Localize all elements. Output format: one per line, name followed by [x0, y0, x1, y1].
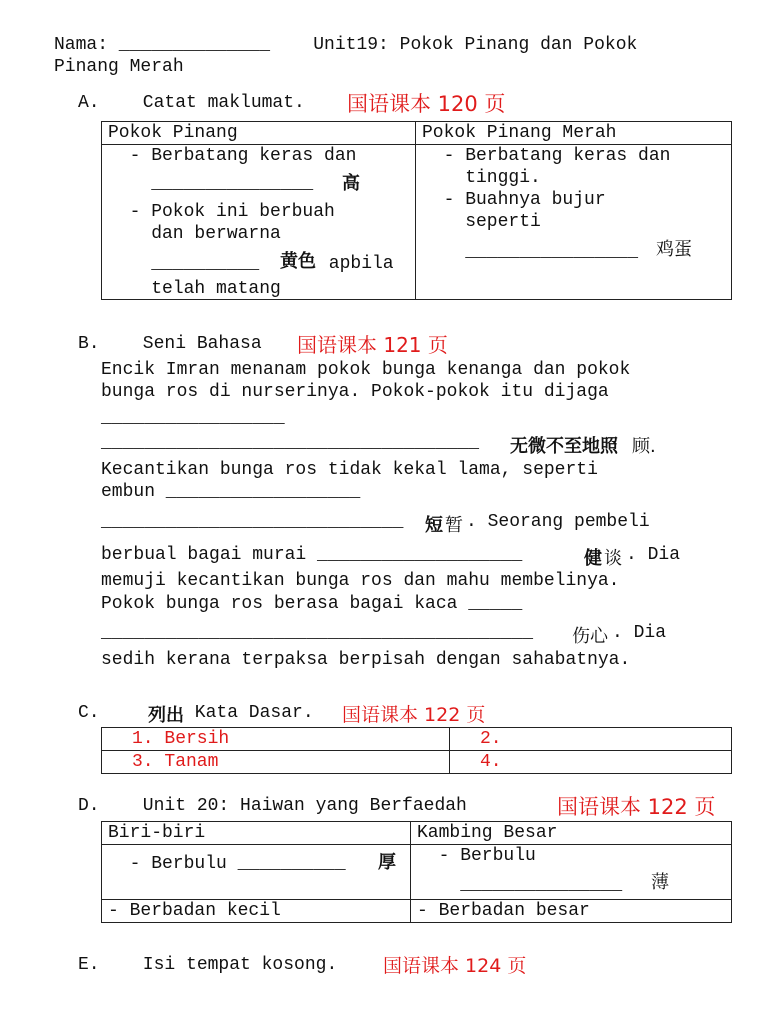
b-line-11: ________________________________________	[101, 623, 534, 643]
b-hint-2b: 暂	[445, 515, 463, 536]
b-line-2: bunga ros di nurserinya. Pokok-pokok itu dijaga	[101, 382, 609, 402]
header-line-2: Pinang Merah	[54, 57, 184, 77]
c-cell-1: 1. Bersih	[102, 728, 450, 751]
a1-after-2: apbila	[318, 254, 394, 274]
section-d-ref: 国语课本 122 页	[557, 795, 716, 819]
b-hint-1: 无微不至地照	[510, 436, 618, 457]
section-d-table	[101, 821, 732, 923]
table-a-cell-1	[102, 145, 416, 300]
c-cell-2: 2.	[450, 728, 732, 751]
d-r1c1: - Berbulu __________	[108, 854, 346, 874]
section-b-label: B. Seni Bahasa	[78, 334, 262, 354]
d-head-2: Kambing Besar	[411, 822, 732, 845]
table-a-head-2: Pokok Pinang Merah	[416, 122, 732, 145]
section-c-prefix: C.	[78, 703, 100, 723]
b-after-4: . Dia	[612, 623, 667, 643]
section-a-ref: 国语课本 120 页	[347, 92, 506, 116]
b-line-1: Encik Imran menanam pokok bunga kenanga dan pokok	[101, 360, 631, 380]
a1-hint-2: 黄色	[280, 251, 316, 272]
d-r2c2: - Berbadan besar	[411, 900, 732, 923]
b-hint-1b: 顾.	[632, 436, 656, 457]
a1-line-2: _______________	[108, 174, 314, 194]
a2-hint: 鸡蛋	[656, 239, 692, 260]
a1-hint-1: 高	[342, 173, 360, 194]
section-e-ref: 国语课本 124 页	[383, 955, 527, 977]
header-line-1: Nama: ______________ Unit19: Pokok Pinang dan Pokok	[54, 35, 638, 55]
d-r1c2-hint: 薄	[651, 872, 669, 893]
section-c-ref: 国语课本 122 页	[342, 704, 486, 726]
b-line-6: embun __________________	[101, 482, 361, 502]
c-cell-3: 3. Tanam	[102, 751, 450, 774]
d-r1c2-line1: - Berbulu	[417, 846, 536, 866]
table-a-head-1: Pokok Pinang	[102, 122, 416, 145]
a2-line-3: - Buahnya bujur	[422, 190, 606, 210]
b-after-3: . Dia	[626, 545, 681, 565]
b-hint-2: 短	[425, 515, 443, 536]
b-after-2: . Seorang pembeli	[466, 512, 650, 532]
b-line-5: Kecantikan bunga ros tidak kekal lama, seperti	[101, 460, 598, 480]
a1-line-4: dan berwarna	[108, 224, 281, 244]
section-e-label: E. Isi tempat kosong.	[78, 955, 338, 975]
b-line-12: sedih kerana terpaksa berpisah dengan sahabatnya.	[101, 650, 631, 670]
a2-line-2: tinggi.	[422, 168, 541, 188]
b-line-4: ___________________________________	[101, 433, 480, 453]
a1-line-1: - Berbatang keras dan	[108, 146, 357, 166]
b-line-3: _________________	[101, 408, 285, 428]
a1-line-5: __________	[108, 254, 260, 274]
d-r1c2-line2: _______________	[417, 875, 623, 895]
b-line-7: ____________________________	[101, 512, 404, 532]
d-r2c1: - Berbadan kecil	[102, 900, 411, 923]
d-cell-1	[102, 845, 411, 900]
c-cell-4: 4.	[450, 751, 732, 774]
section-c-label: Kata Dasar.	[184, 703, 314, 723]
section-d-label: D. Unit 20: Haiwan yang Berfaedah	[78, 796, 467, 816]
a2-line-5: ________________	[422, 242, 639, 262]
d-r1c1-hint: 厚	[378, 852, 396, 873]
a2-line-4: seperti	[422, 212, 541, 232]
d-head-1: Biri-biri	[102, 822, 411, 845]
b-line-10: Pokok bunga ros berasa bagai kaca _____	[101, 594, 523, 614]
a1-line-6: telah matang	[108, 279, 281, 299]
a2-line-1: - Berbatang keras dan	[422, 146, 671, 166]
table-a-cell-2	[416, 145, 732, 300]
section-b-ref: 国语课本 121 页	[297, 333, 448, 357]
section-c-hint: 列出	[148, 705, 184, 726]
b-hint-3: 健	[584, 548, 602, 569]
section-a-label: A. Catat maklumat.	[78, 93, 305, 113]
b-hint-3b: 谈	[604, 548, 622, 569]
b-hint-4: 伤心	[572, 626, 608, 647]
a1-line-3: - Pokok ini berbuah	[108, 202, 335, 222]
d-cell-2	[411, 845, 732, 900]
b-line-8: berbual bagai murai ___________________	[101, 545, 523, 565]
section-c-table	[101, 727, 732, 774]
section-a-table	[101, 121, 732, 300]
b-line-9: memuji kecantikan bunga ros dan mahu membelinya.	[101, 571, 620, 591]
